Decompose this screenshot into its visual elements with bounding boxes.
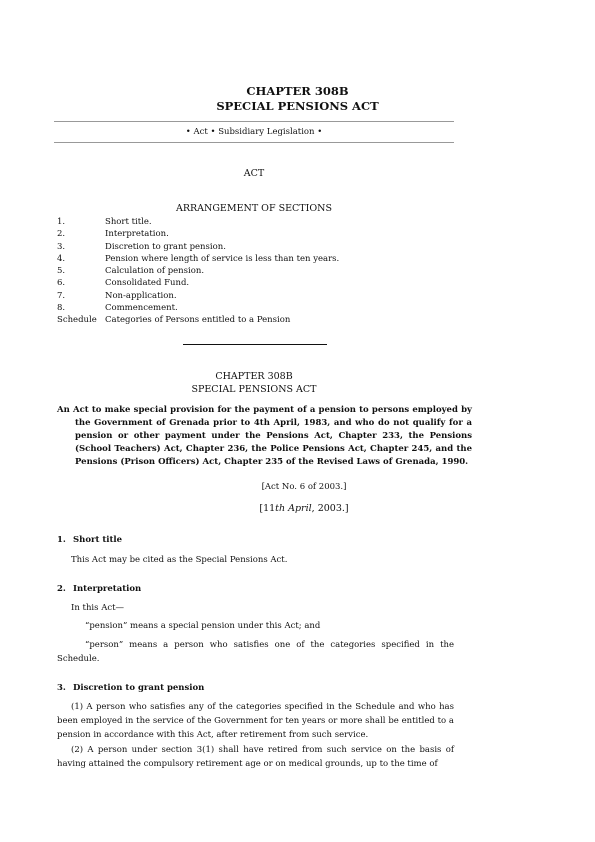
toc-title: Commencement. — [105, 303, 178, 314]
section-1-text: This Act may be cited as the Special Pensions Act. — [71, 555, 288, 565]
toc-number: 1. — [57, 217, 66, 227]
section-2-heading — [57, 584, 141, 594]
section-3-subsection-1: (1) A person who satisfies any of the categories specified in the Schedule and who has been employed in the service of the Government for ten years or more shall be entitled to a pension in accordance with this Act, after retirement from such service. — [57, 702, 454, 740]
toc-number: 8. — [57, 303, 66, 314]
body-chapter-number: CHAPTER 308B — [215, 371, 293, 382]
toc-item[interactable] — [57, 302, 477, 314]
toc-title: Categories of Persons entitled to a Pension — [105, 315, 291, 326]
section-3-heading — [57, 683, 204, 693]
section-number: 2. — [57, 584, 66, 594]
toc-title: Short title. — [105, 217, 152, 227]
section-number: 3. — [57, 683, 66, 693]
top-rule — [54, 121, 454, 122]
toc-title: Pension where length of service is less than ten years. — [105, 253, 340, 264]
toc-title: Consolidated Fund. — [105, 278, 190, 289]
section-1-heading — [57, 535, 122, 545]
nav-links[interactable]: • Act • Subsidiary Legislation • — [185, 127, 323, 137]
act-date — [0, 503, 508, 514]
toc-title: Interpretation. — [105, 229, 169, 240]
arrangement-heading: ARRANGEMENT OF SECTIONS — [175, 203, 332, 214]
section-title: Interpretation — [73, 584, 142, 594]
act-heading: ACT — [243, 168, 265, 179]
toc-item[interactable] — [57, 277, 477, 289]
toc-item[interactable] — [57, 216, 477, 228]
toc-item[interactable] — [57, 265, 477, 277]
toc-item[interactable] — [57, 228, 477, 240]
toc-item[interactable] — [57, 253, 477, 265]
section-title: Discretion to grant pension — [73, 683, 205, 693]
act-date-close: , 2003.] — [311, 503, 349, 514]
act-date-italic: th April — [275, 503, 312, 514]
toc-number: 5. — [57, 266, 66, 277]
toc-title: Calculation of pension. — [105, 266, 205, 277]
section-2-intro: In this Act— — [71, 603, 125, 613]
toc-number: 7. — [57, 290, 66, 301]
definition-person: “person” means a person who satisfies one of the categories specified in the Schedule. — [57, 640, 454, 664]
toc-title: Non-application. — [105, 290, 177, 301]
body-act-name: SPECIAL PENSIONS ACT — [191, 384, 317, 395]
bottom-rule — [54, 142, 454, 143]
table-of-contents — [57, 216, 477, 327]
toc-number: 2. — [57, 229, 66, 240]
act-name: SPECIAL PENSIONS ACT — [216, 99, 379, 113]
act-number: [Act No. 6 of 2003.] — [261, 482, 347, 492]
definition-pension: “pension” means a special pension under this Act; and — [85, 621, 321, 631]
toc-title: Discretion to grant pension. — [105, 241, 226, 252]
toc-number: 6. — [57, 278, 66, 289]
chapter-number: CHAPTER 308B — [246, 84, 349, 98]
section-title: Short title — [73, 535, 123, 545]
body-title — [0, 370, 508, 396]
toc-item[interactable] — [57, 241, 477, 253]
toc-number: 3. — [57, 241, 66, 252]
toc-number: 4. — [57, 253, 66, 264]
act-date-open: [11 — [259, 503, 276, 514]
toc-item[interactable] — [57, 290, 477, 302]
section-number: 1. — [57, 535, 66, 545]
document-title — [0, 84, 595, 114]
section-3-subsection-2: (2) A person under section 3(1) shall have retired from such service on the basis of having attained the compulsory retirement age or on medical grounds, up to the time of — [57, 745, 454, 769]
long-title: An Act to make special provision for the payment of a pension to persons employed by the Government of Grenada prior to 4th April, 1983, and who do not qualify for a pension or other payment under the Pensions Act, Chapter 233, the Pensions (School Teachers) Act, Chapter 236, the Police Pensions Act, Chapter 245, and the Pensions (Prison Officers) Act, Chapter 235 of the Revised Laws of Grenada, 1990. — [57, 405, 472, 467]
toc-item[interactable] — [57, 314, 477, 326]
section-divider — [183, 344, 327, 345]
toc-number: Schedule — [57, 315, 97, 326]
